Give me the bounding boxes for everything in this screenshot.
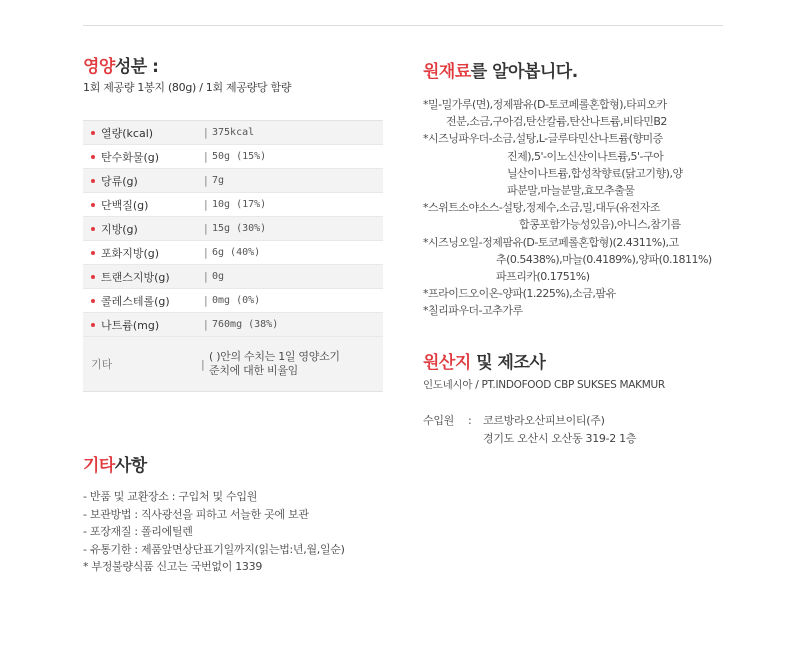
nutrition-row xyxy=(83,169,383,193)
nutrition-table xyxy=(83,120,383,392)
raw-material-line: *밀-밀가루(면),정제팜유(D-토코페롤혼합형),타피오카 xyxy=(423,98,667,111)
other-item: - 보관방법 : 직사광선을 피하고 서늘한 곳에 보관 xyxy=(83,507,309,521)
bullet-icon xyxy=(91,275,95,279)
nutrient-label: 지방(g) xyxy=(101,222,138,236)
bullet-icon xyxy=(91,227,95,231)
nutrient-value: 15g (30%) xyxy=(212,223,267,234)
raw-material-line: *시즈닝오일-정제팜유(D-토코페롤혼합형)(2.4311%),고 xyxy=(423,235,679,249)
nutrient-label: 포화지방(g) xyxy=(101,246,160,260)
importer-info xyxy=(423,412,636,447)
nutrient-value: 7g xyxy=(212,175,225,186)
nutrient-label: 열량(kcal) xyxy=(101,126,154,140)
separator: | xyxy=(201,357,205,371)
bullet-icon xyxy=(91,131,95,135)
separator: | xyxy=(204,270,208,283)
nutrient-label: 탄수화물(g) xyxy=(101,150,160,164)
bullet-icon xyxy=(91,299,95,303)
nutrition-row xyxy=(83,121,383,145)
separator: | xyxy=(204,222,208,235)
etc-label: 기타 xyxy=(91,358,113,371)
origin-title: 원산지 및 제조사 xyxy=(423,353,546,373)
raw-material-line: 합콩포함가능성있음),아니스,참기름 xyxy=(519,218,681,232)
other-list xyxy=(83,488,443,576)
separator: | xyxy=(204,174,208,187)
origin-country: 인도네시아 / PT.INDOFOOD CBP SUKSES MAKMUR xyxy=(423,379,665,391)
importer-address: 경기도 오산시 오산동 319-2 1층 xyxy=(483,431,637,445)
raw-material-title: 원재료를 알아봅니다. xyxy=(423,62,578,82)
nutrient-value: 375kcal xyxy=(212,127,255,138)
bullet-icon xyxy=(91,203,95,207)
other-item: - 유통기한 : 제품앞면상단표기일까지(읽는법:년,월,일순) xyxy=(83,542,345,556)
raw-material-line: 파분말,마늘분말,효모추출물 xyxy=(507,184,635,198)
bullet-icon xyxy=(91,323,95,327)
nutrition-row xyxy=(83,145,383,169)
raw-material-line: *시즈닝파우더-소금,설탕,L-글루타민산나트륨(향미증 xyxy=(423,132,663,146)
raw-material-line: 닐산이나트륨,합성착향료(닭고기향),양 xyxy=(507,166,683,180)
raw-material-line: *칠리파우더-고추가루 xyxy=(423,304,523,318)
separator: | xyxy=(204,198,208,211)
nutrition-title: 영양성분 : xyxy=(83,57,159,77)
other-title: 기타사항 xyxy=(83,456,147,476)
raw-material-list xyxy=(423,96,743,320)
nutrition-etc-row xyxy=(83,337,383,392)
nutrition-subtitle: 1회 제공량 1봉지 (80g) / 1회 제공량당 함량 xyxy=(83,81,292,94)
raw-material-line: 전분,소금,구아검,탄산칼륨,탄산나트륨,비타민B2 xyxy=(446,115,667,129)
separator: | xyxy=(204,246,208,259)
bullet-icon xyxy=(91,251,95,255)
nutrient-value: 760mg (38%) xyxy=(212,319,279,330)
nutrient-value: 6g (40%) xyxy=(212,247,261,258)
nutrient-label: 단백질(g) xyxy=(101,198,149,212)
raw-material-line: 진제),5'-이노신산이나트륨,5'-구아 xyxy=(507,149,664,163)
nutrition-row xyxy=(83,289,383,313)
nutrition-row xyxy=(83,241,383,265)
importer-name: 코르방라오산피브이티(주) xyxy=(483,414,605,427)
nutrition-row xyxy=(83,217,383,241)
separator: | xyxy=(204,318,208,331)
etc-value: ( )안의 수치는 1일 영양소기 준치에 대한 비율임 xyxy=(209,350,340,377)
nutrient-value: 0g xyxy=(212,271,225,282)
nutrition-row xyxy=(83,313,383,337)
nutrient-label: 트랜스지방(g) xyxy=(101,270,170,284)
bullet-icon xyxy=(91,179,95,183)
raw-material-line: 추(0.5438%),마늘(0.4189%),양파(0.1811%) xyxy=(496,252,712,266)
nutrient-value: 50g (15%) xyxy=(212,151,267,162)
importer-colon: : xyxy=(468,414,472,427)
nutrition-row xyxy=(83,265,383,289)
raw-material-line: *프라이드오이온-양파(1.225%),소금,팜유 xyxy=(423,287,616,301)
nutrient-value: 10g (17%) xyxy=(212,199,267,210)
nutrient-value: 0mg (0%) xyxy=(212,295,261,306)
nutrient-label: 나트륨(mg) xyxy=(101,318,160,332)
raw-material-line: *스위트소야소스-설탕,정제수,소금,밀,대두(유전자조 xyxy=(423,201,660,215)
importer-label: 수입원 xyxy=(423,414,454,427)
bullet-icon xyxy=(91,155,95,159)
top-divider xyxy=(83,25,723,26)
separator: | xyxy=(204,294,208,307)
nutrient-label: 당류(g) xyxy=(101,174,138,188)
separator: | xyxy=(204,126,208,139)
other-item: - 포장재질 : 폴리에틸렌 xyxy=(83,525,193,538)
nutrient-label: 콜레스테롤(g) xyxy=(101,294,170,308)
raw-material-line: 파프리카(0.1751%) xyxy=(496,270,590,284)
other-item: - 반품 및 교환장소 : 구입처 및 수입원 xyxy=(83,490,258,503)
nutrition-row xyxy=(83,193,383,217)
separator: | xyxy=(204,150,208,163)
other-item: * 부정불량식품 신고는 국번없이 1339 xyxy=(83,560,263,573)
